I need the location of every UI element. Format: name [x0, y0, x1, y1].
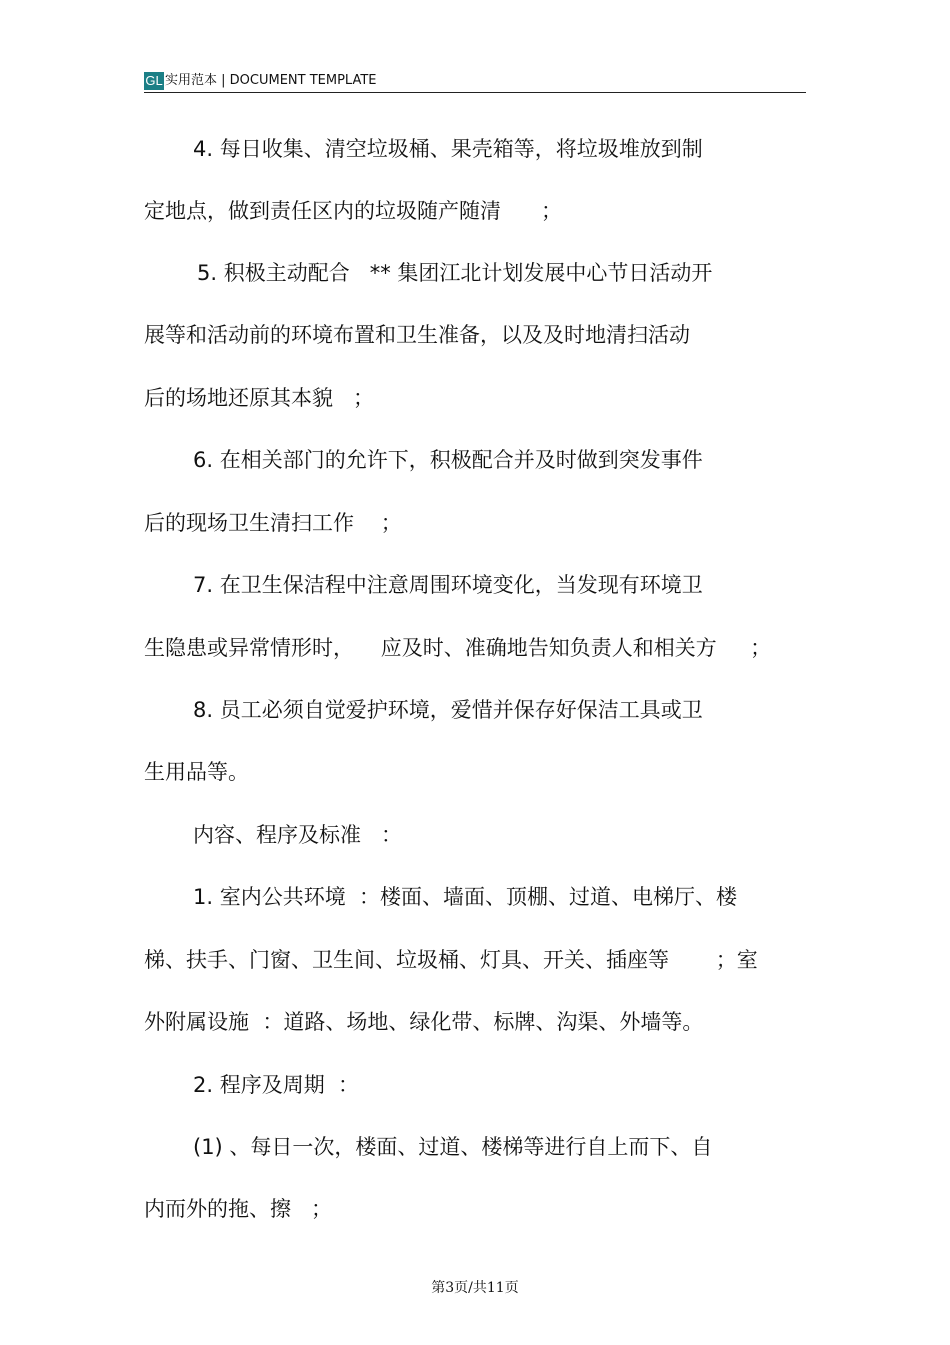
text-line: 2. 程序及周期 ：	[193, 1073, 360, 1097]
text-line: 8. 员工必须自觉爱护环境，爱惜并保存好保洁工具或卫	[193, 698, 703, 722]
text-line: 5. 积极主动配合 ** 集团江北计划发展中心节日活动开	[197, 261, 713, 285]
text-line: 内而外的拖、擦 ；	[144, 1197, 333, 1221]
text-line: 展等和活动前的环境布置和卫生准备，以及及时地清扫活动	[144, 323, 690, 347]
text-line: 生用品等。	[144, 760, 249, 784]
text-line: 外附属设施 ：道路、场地、绿化带、标牌、沟渠、外墙等。	[144, 1010, 704, 1034]
text-line: 生隐患或异常情形时， 应及时、准确地告知负责人和相关方 ；	[144, 636, 772, 660]
page-number: 第3页/共11页	[431, 1280, 519, 1296]
text-line: 后的现场卫生清扫工作 ；	[144, 511, 402, 535]
text-line: 1. 室内公共环境 ：楼面、墙面、顶棚、过道、电梯厅、楼	[193, 885, 738, 909]
text-line: (1) 、每日一次，楼面、过道、楼梯等进行自上而下、自	[193, 1135, 713, 1159]
document-header	[144, 70, 806, 93]
text-line: 7. 在卫生保洁程中注意周围环境变化，当发现有环境卫	[193, 573, 703, 597]
text-line: 6. 在相关部门的允许下，积极配合并及时做到突发事件	[193, 448, 703, 472]
text-line: 梯、扶手、门窗、卫生间、垃圾桶、灯具、开关、插座等 ；室	[144, 948, 758, 972]
text-line: 定地点，做到责任区内的垃圾随产随清 ；	[144, 199, 563, 223]
section-heading: 内容、程序及标准 ：	[193, 823, 403, 847]
text-line: 后的场地还原其本貌 ；	[144, 386, 375, 410]
gl-logo: GL	[145, 73, 163, 88]
header-title: 实用范本 | DOCUMENT TEMPLATE	[165, 73, 377, 88]
text-line: 4. 每日收集、清空垃圾桶、果壳箱等，将垃圾堆放到制	[193, 137, 703, 161]
